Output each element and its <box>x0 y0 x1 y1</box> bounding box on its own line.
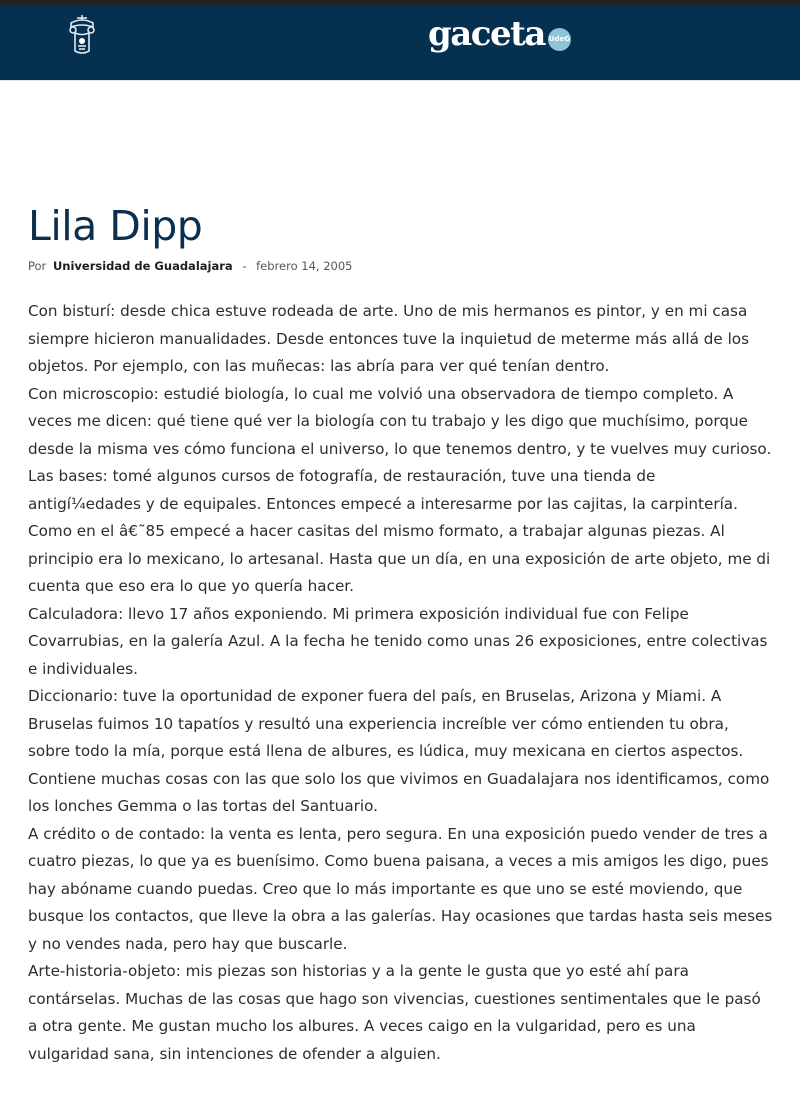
logo-wordmark: gaceta <box>428 14 545 54</box>
logo-badge: UdeG <box>548 28 571 51</box>
paragraph: Con bisturí: desde chica estuve rodeada de arte. Uno de mis hermanos es pintor, y en mi casa siempre hicieron manualidades. Desde entonces tuve la inquietud de meterme más allá de los objetos. Por ejemplo, con las muñecas: las abría para ver qué tenían dentro. <box>28 302 750 375</box>
article-title: Lila Dipp <box>28 202 203 250</box>
paragraph: Arte-historia-objeto: mis piezas son historias y a la gente le gusta que yo esté ahí para contárselas. Muchas de las cosas que hago son vivencias, cuestiones sentimentales que le pasó a otra gente. Me gustan mucho los albures. A veces caigo en la vulgaridad, pero es una vulgaridad sana, sin intenciones de ofender a alguien. <box>28 962 761 1063</box>
publish-date: febrero 14, 2005 <box>256 259 353 273</box>
paragraph: Calculadora: llevo 17 años exponiendo. Mi primera exposición individual fue con Felipe Covarrubias, en la galería Azul. A la fecha he tenido como unas 26 exposiciones, entre colectivas e individuales. <box>28 604 768 678</box>
article-body <box>28 298 773 1068</box>
gaceta-logo[interactable] <box>428 15 571 59</box>
paragraph: Las bases: tomé algunos cursos de fotografía, de restauración, tuve una tienda de antigí¼edades y de equipales. Entonces empecé a interesarme por las cajitas, la carpintería. Como en el â€˜85 empecé a hacer casitas del mismo formato, a trabajar algunas piezas. Al principio era lo mexicano, lo artesanal. Hasta que un día, en una exposición de arte objeto, me di cuenta que eso era lo que yo quería hacer. <box>28 467 771 595</box>
paragraph: Diccionario: tuve la oportunidad de exponer fuera del país, en Bruselas, Arizona y Miami. A Bruselas fuimos 10 tapatíos y resultó una experiencia increíble ver cómo entienden tu obra, sobre todo la mía, porque está llena de albures, es lúdica, muy mexicana en ciertos aspectos. Contiene muchas cosas con las que solo los que vivimos en Guadalajara nos identificamos, como los lonches Gemma o las tortas del Santuario. <box>28 687 770 815</box>
author-link[interactable]: Universidad de Guadalajara <box>52 259 233 273</box>
article-byline <box>28 259 352 273</box>
university-crest-icon[interactable] <box>65 13 99 57</box>
site-header <box>0 5 800 81</box>
paragraph: A crédito o de contado: la venta es lenta, pero segura. En una exposición puedo vender de tres a cuatro piezas, lo que ya es buenísimo. Como buena paisana, a veces a mis amigos les digo, pues hay abóname cuando puedas. Creo que lo más importante es que uno se esté moviendo, que busque los contactos, que lleve la obra a las galerías. Hay ocasiones que tardas hasta seis meses y no vendes nada, pero hay que buscarle. <box>28 824 773 953</box>
paragraph: Con microscopio: estudié biología, lo cual me volvió una observadora de tiempo completo. A veces me dicen: qué tiene qué ver la biología con tu trabajo y les digo que muchísimo, porque desde la misma ves cómo funciona el universo, lo que tenemos dentro, y te vuelves muy curioso. <box>28 384 772 458</box>
byline-prefix: Por <box>28 259 47 273</box>
byline-separator: - <box>242 259 247 273</box>
